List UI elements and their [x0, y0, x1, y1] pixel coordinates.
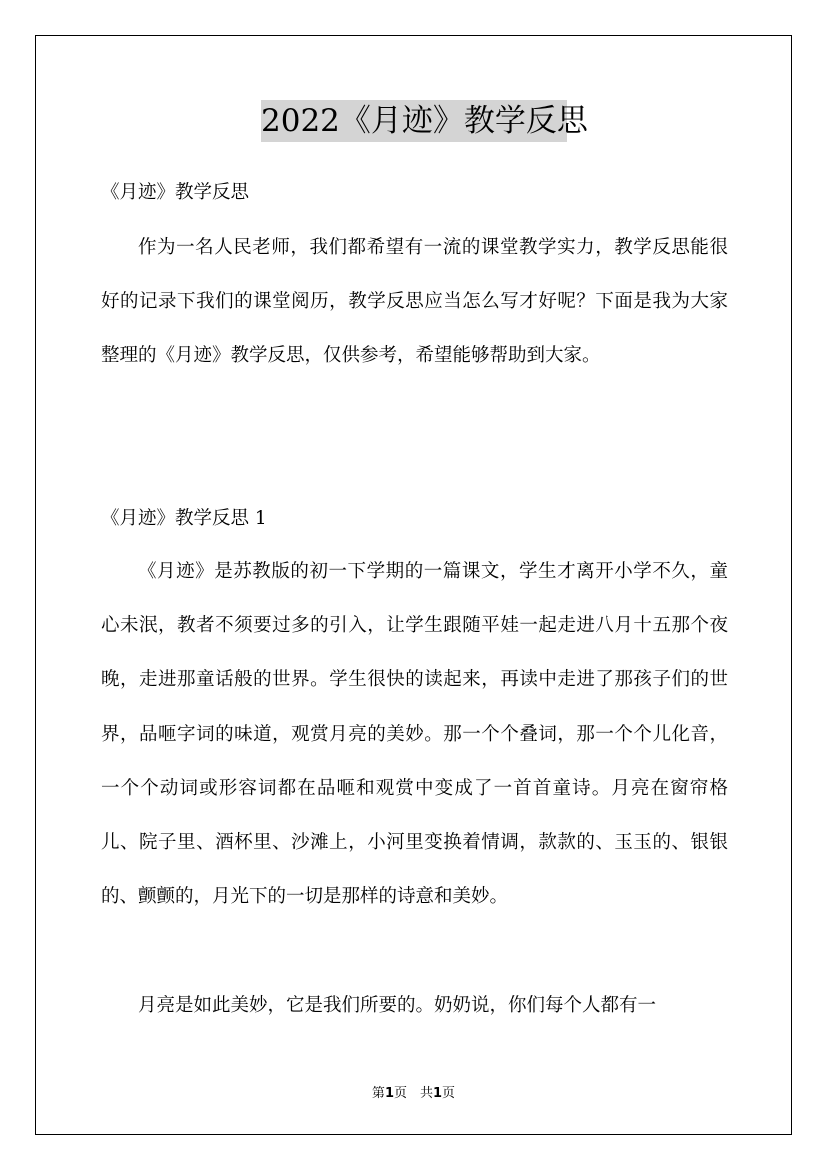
intro-paragraph: 作为一名人民老师，我们都希望有一流的课堂教学实力，教学反思能很好的记录下我们的课堂阅历，教学反思应当怎么写才好呢？下面是我为大家整理的《月迹》教学反思，仅供参考，希望能够帮助到大家。	[101, 237, 728, 367]
section-heading: 《月迹》教学反思 1	[101, 508, 267, 529]
footer-page-number: 1	[384, 1086, 394, 1101]
section-paragraph: 《月迹》是苏教版的初一下学期的一篇课文，学生才离开小学不久，童心未泯，教者不须要过多的引入，让学生跟随平娃一起走进八月十五那个夜晚，走进那童话般的世界。学生很快的读起来，再读中走进了那孩子们的世界，品咂字词的味道，观赏月亮的美妙。那一个个叠词，那一个个儿化音，一个个动词或形容词都在品咂和观赏中变成了一首首童诗。月亮在窗帘格儿、院子里、酒杯里、沙滩上，小河里变换着情调，款款的、玉玉的、银银的、颤颤的，月光下的一切是那样的诗意和美妙。	[101, 561, 728, 908]
footer-page-total-suffix: 页	[442, 1086, 456, 1101]
footer-page-prefix: 第	[371, 1086, 385, 1101]
page-footer	[0, 1082, 827, 1101]
document-title: 2022《月迹》教学反思	[261, 100, 567, 142]
footer-page-total: 1	[433, 1086, 443, 1101]
intro-heading: 《月迹》教学反思	[101, 182, 250, 203]
section-paragraph: 月亮是如此美妙，它是我们所要的。奶奶说，你们每个人都有一	[138, 995, 657, 1016]
footer-page-suffix: 页 共	[393, 1086, 433, 1101]
